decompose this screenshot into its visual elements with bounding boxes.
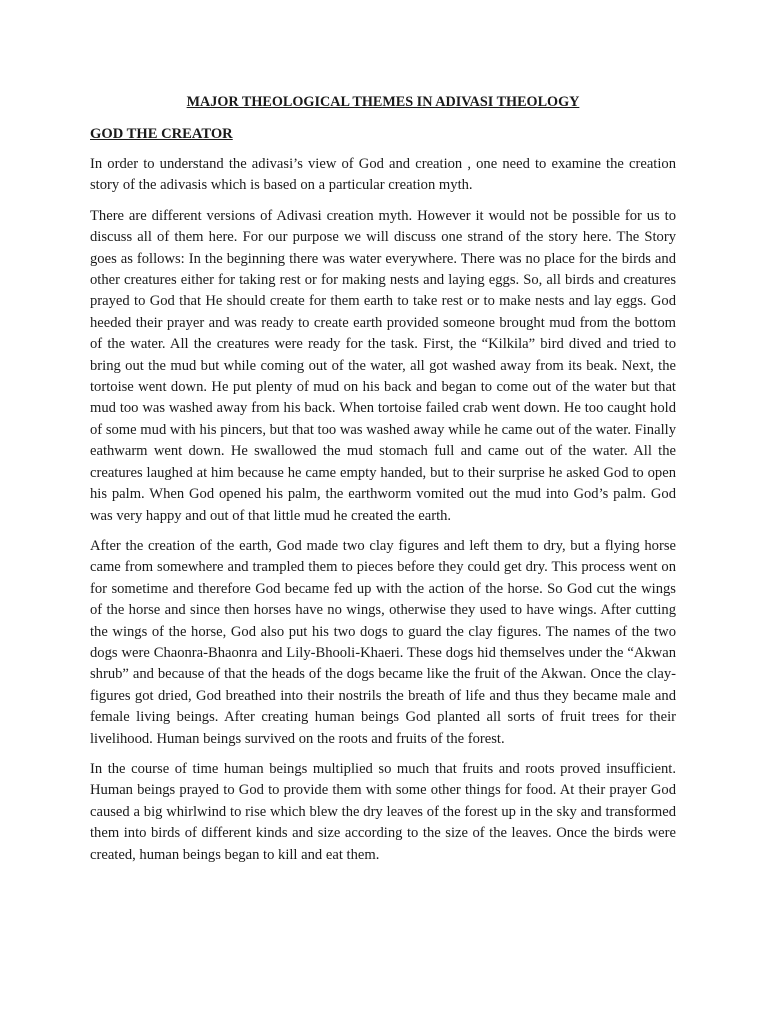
document-page xyxy=(90,92,676,875)
section-heading: GOD THE CREATOR xyxy=(90,126,233,142)
document-title: MAJOR THEOLOGICAL THEMES IN ADIVASI THEOLOGY xyxy=(186,94,580,110)
paragraph-intro: In order to understand the adivasi’s view of God and creation , one need to examine the creation story of the adivasis which is based on a particular creation myth. xyxy=(90,156,676,194)
paragraph-clay-figures: After the creation of the earth, God made two clay figures and left them to dry, but a flying horse came from somewhere and trampled them to pieces before they could get dry. This process went on for sometime and therefore God became fed up with the action of the horse. So God cut the wings of the horse and since then horses have no wings, otherwise they used to have wings. After cutting the wings of the horse, God also put his two dogs to guard the clay figures. The names of the two dogs were Chaonra-Bhaonra and Lily-Bhooli-Khaeri. These dogs hid themselves under the “Akwan shrub” and because of that the heads of the dogs became like the fruit of the Akwan. Once the clay-figures got dried, God breathed into their nostrils the breath of life and thus they became male and female living beings. After creating human beings God planted all sorts of fruit trees for their livelihood. Human beings survived on the roots and fruits of the forest. xyxy=(90,537,676,747)
paragraph-creation-myth: There are different versions of Adivasi creation myth. However it would not be possible for us to discuss all of them here. For our purpose we will discuss one strand of the story here. The Story goes as follows: In the beginning there was water everywhere. There was no place for the birds and other creatures either for taking rest or for making nests and laying eggs. So, all birds and creatures prayed to God that He should create for them earth to take rest or to make nests and lay eggs. God heeded their prayer and was ready to create earth provided someone brought mud from the bottom of the water. All the creatures were ready for the task. First, the “Kilkila” bird dived and tried to bring out the mud but while coming out of the water, all got washed away from its beak. Next, the tortoise went down. He put plenty of mud on his back and began to come out of the water but that mud too was washed away from his back. When tortoise failed crab went down. He too caught hold of some mud with his pincers, but that too was washed away while he came out of the water. Finally eathwarm went down. He swallowed the mud stomach full and came out of the water. All the creatures laughed at him because he came empty handed, but to their surprise he asked God to open his palm. When God opened his palm, the earthworm vomited out the mud into God’s palm. God was very happy and out of that little mud he created the earth. xyxy=(90,207,676,524)
paragraph-birds: In the course of time human beings multiplied so much that fruits and roots proved insufficient. Human beings prayed to God to provide them with some other things for food. At their prayer God caused a big whirlwind to rise which blew the dry leaves of the forest up in the sky and transformed them into birds of different kinds and size according to the size of the leaves. Once the birds were created, human beings began to kill and eat them. xyxy=(90,760,676,863)
